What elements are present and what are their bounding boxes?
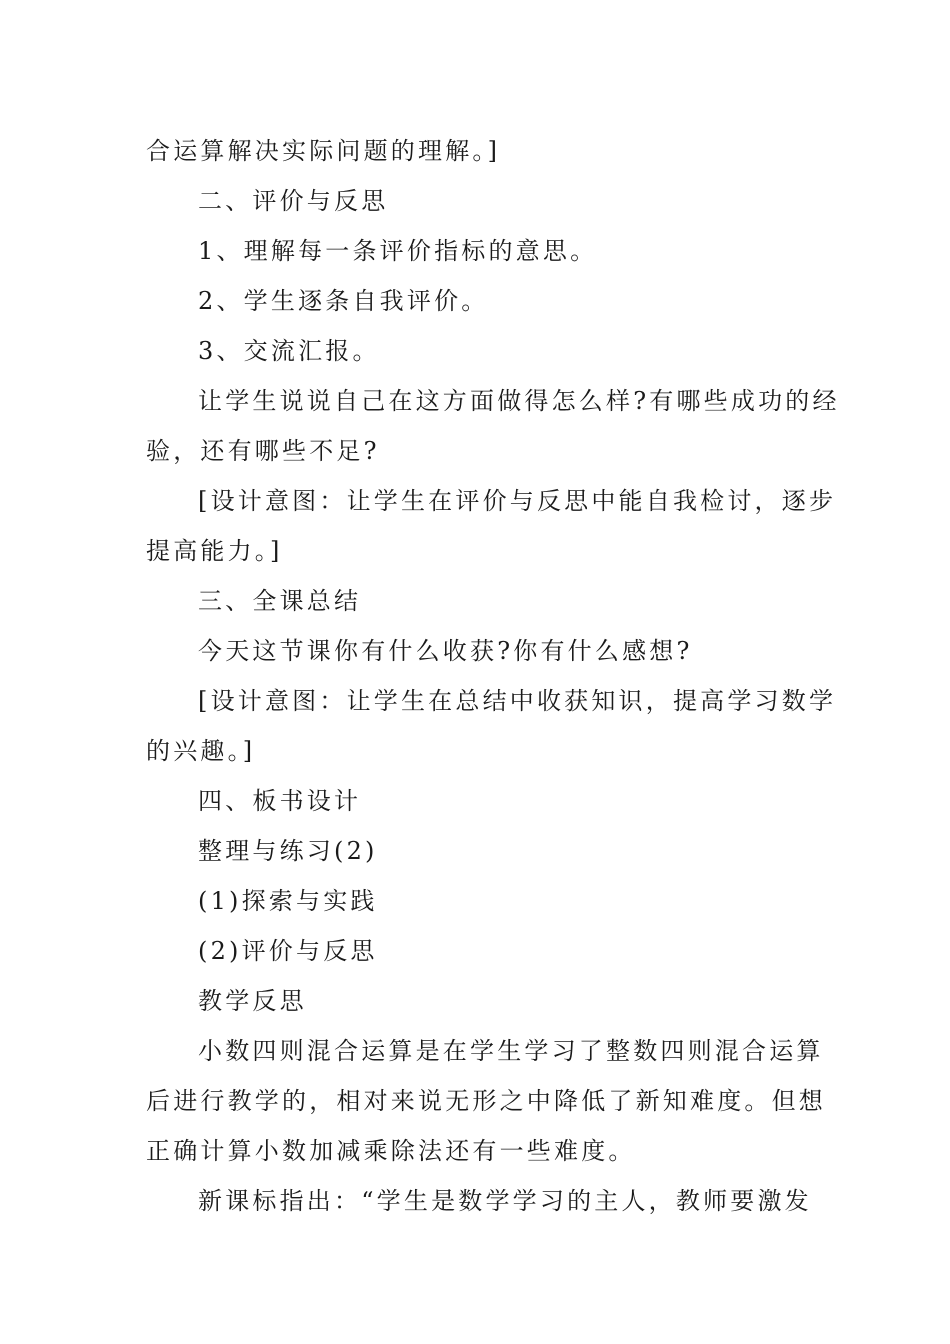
design-intent-line: 的兴趣。]	[146, 737, 256, 765]
list-item: 2、学生逐条自我评价。	[198, 287, 489, 315]
section-heading: 二、评价与反思	[198, 187, 389, 215]
paragraph-line: 正确计算小数加减乘除法还有一些难度。	[146, 1137, 636, 1165]
section-heading: 三、全课总结	[198, 587, 362, 615]
list-item: 3、交流汇报。	[198, 337, 380, 365]
paragraph-line: 让学生说说自己在这方面做得怎么样?有哪些成功的经	[198, 387, 840, 415]
section-heading: 四、板书设计	[198, 787, 362, 815]
board-item: (2)评价与反思	[198, 937, 378, 965]
text-line: 合运算解决实际问题的理解。]	[146, 137, 501, 165]
design-intent-line: 提高能力。]	[146, 537, 283, 565]
design-intent-line: [设计意图：让学生在总结中收获知识，提高学习数学	[198, 687, 837, 715]
board-title: 整理与练习(2)	[198, 837, 378, 865]
paragraph-line: 新课标指出：“学生是数学学习的主人，教师要激发	[198, 1187, 812, 1215]
design-intent-line: [设计意图：让学生在评价与反思中能自我检讨，逐步	[198, 487, 837, 515]
board-item: (1)探索与实践	[198, 887, 378, 915]
paragraph-line: 今天这节课你有什么收获?你有什么感想?	[198, 637, 693, 665]
paragraph-line: 后进行教学的，相对来说无形之中降低了新知难度。但想	[146, 1087, 826, 1115]
section-heading: 教学反思	[198, 987, 307, 1015]
paragraph-line: 小数四则混合运算是在学生学习了整数四则混合运算	[198, 1037, 824, 1065]
list-item: 1、理解每一条评价指标的意思。	[198, 237, 598, 265]
paragraph-line: 验，还有哪些不足?	[146, 437, 380, 465]
